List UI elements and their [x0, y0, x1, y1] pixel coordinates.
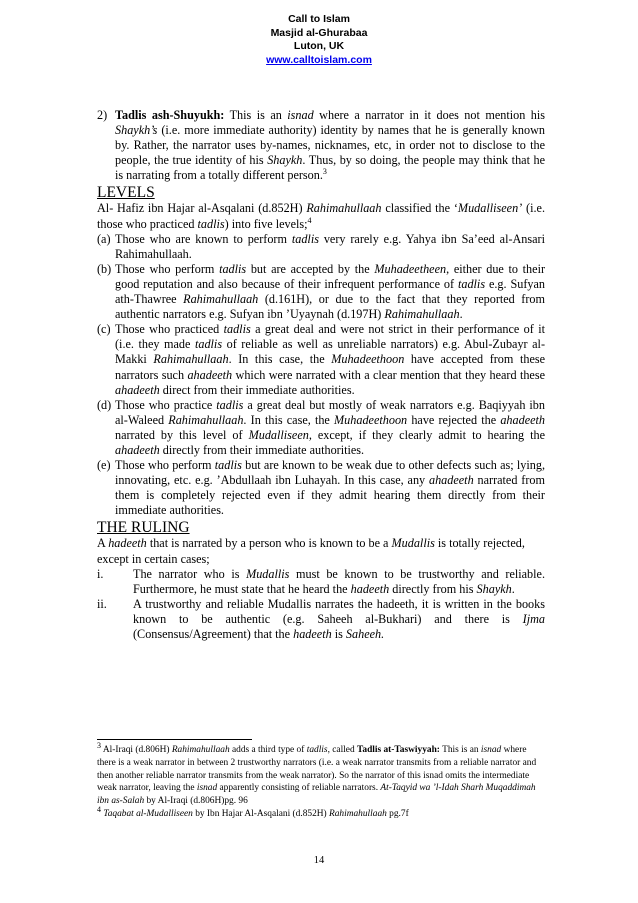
- ruling-heading: THE RULING: [97, 519, 190, 537]
- footnotes: [97, 740, 545, 821]
- footnote-4: $^4$ Taqabat al-Mudalliseen by Ibn Hajar Al-Asqalani (d.852H) Rahimahullaah pg.7f: [97, 804, 409, 819]
- list-marker: 2): [97, 108, 108, 122]
- levels-heading: LEVELS: [97, 184, 155, 202]
- level-e: (e) Those who perform tadlis but are known to be weak due to other defects such as; lying, innovating, etc. e.g. ’Abdullaah ibn Luhayah. In this case, any ahadeeth narrated from them is completely rejected even if they admit hearing them directly from their immediate authorities.: [97, 458, 545, 518]
- level-c: (c) Those who practiced tadlis a great deal and were not strict in their performance of it (i.e. they made tadlis of reliable as well as unreliable narrators) e.g. Abul-Zubayr al-Makki Rahimahullaah. In this case, the Muhadeethoon have accepted from these narrators such ahadeeth which were narrated with a clear mention that they heard these ahadeeth direct from their immediate authorities.: [97, 322, 546, 397]
- ruling-i: i. The narrator who is Mudallis must be known to be trustworthy and reliable. Furthermore, he must state that he heard the hadeeth directly from his Shaykh.: [97, 566, 545, 596]
- level-b: (b) Those who perform tadlis but are accepted by the Muhadeetheen, either due to their good reputation and also because of their infrequent performance of tadlis e.g. Sufyan ath-Thawree Rahimahullaah (d.161H), or due to the fact that they reported from authentic narrators e.g. Sufyan ibn ’Uyaynah (d.197H) Rahimahullaah.: [97, 261, 546, 322]
- footnote-ref-3[interactable]: 3: [322, 167, 327, 177]
- page-number: 14: [313, 855, 325, 866]
- levels-intro: Al- Hafiz ibn Hajar al-Asqalani (d.852H) Rahimahullaah classified the ‘Mudalliseen’ (i.e. those who practiced tadlis) into five levels;$^4$: [97, 201, 545, 231]
- level-a: (a) Those who are known to perform tadlis very rarely e.g. Yahya ibn Sa’eed al-Ansari Rahimahullaah.: [97, 231, 546, 261]
- level-d: (d) Those who practice tadlis a great deal but mostly of weak narrators e.g. Baqiyyah ibn al-Waleed Rahimahullaah. In this case, the Muhadeethoon have rejected the ahadeeth narrated by this level of Mudalliseen, except, if they clearly admit to hearing the ahadeeth directly from their immediate authorities.: [97, 397, 545, 457]
- ruling-ii: ii. A trustworthy and reliable Mudallis narrates the hadeeth, it is written in the books known to be authentic (e.g. Saheeh al-Bukhari) and there is Ijma (Consensus/Agreement) that the hadeeth is Saheeh.: [97, 596, 545, 641]
- main-content: [97, 108, 545, 642]
- ruling-intro: A hadeeth that is narrated by a person who is known to be a Mudallis is totally rejected, except in certain cases;: [97, 536, 525, 566]
- footnote-ref-4[interactable]: 4: [307, 215, 312, 225]
- header-location: Luton, UK: [293, 40, 345, 52]
- website-link[interactable]: www.calltoislam.com: [266, 53, 372, 66]
- footnote-divider: [97, 739, 252, 740]
- list-item-2: [97, 108, 545, 183]
- item-text: Tadlis ash-Shuyukh: This is an isnad where a narrator in it does not mention his Shaykh’s (i.e. more immediate authority) identity by names that he is generally known by. Rather, the narrator uses by-names, nicknames, etc, in order not to disclose to the people, the true identity of his Shaykh. Thus, by so doing, the people may think that he is narrating from a totally different person.$^3$: [115, 108, 545, 183]
- header-masjid: Masjid al-Ghurabaa: [270, 26, 368, 39]
- footnote-3: $^3$ Al-Iraqi (d.806H) Rahimahullaah adds a third type of tadlis, called Tadlis at-Taswiyyah: This is an isnad where there is a weak narrator in between 2 trustworthy narrators (i.e. a weak narrator transmits from a reliable narrator and then another reliable narrator transmits from the weak narrator). So the narrator of this isnad omits the intermediate weak narrator, leaving the isnad apparently consisting of reliable narrators. At-Taqyid wa ’l-Idah Sharh Muqaddimah ibn as-Salah by Al-Iraqi (d.806H)pg. 96: [97, 740, 537, 807]
- header-title: Call to Islam: [288, 13, 350, 25]
- page-header: [0, 13, 638, 67]
